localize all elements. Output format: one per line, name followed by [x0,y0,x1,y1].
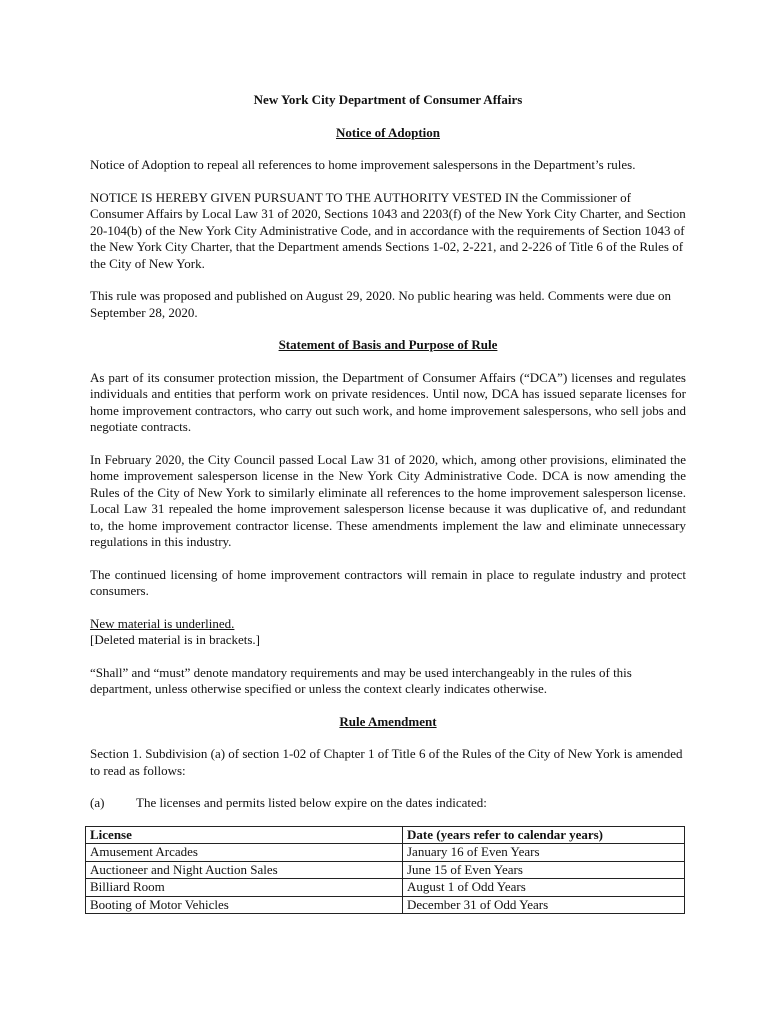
column-header-date: Date (years refer to calendar years) [403,826,685,844]
legend-new-material: New material is underlined. [90,615,235,631]
statement-paragraph-2: In February 2020, the City Council passed Local Law 31 of 2020, which, among other provisions, eliminated the home improvement salesperson license in the New York City Administrative Code. DCA is now amending the Rules of the City of New York to similarly eliminate all references to the home improvement salesperson license. Local Law 31 repealed the home improvement salesperson license because it was duplicative of, and redundant to, the home improvement contractor license. These amendments implement the law and eliminate unnecessary regulations in this industry. [90,451,686,549]
table-header-row [86,826,685,844]
statement-paragraph-3: The continued licensing of home improvement contractors will remain in place to regulate industry and protect consumers. [90,566,686,598]
rule-amendment-heading: Rule Amendment [339,713,437,729]
legend [90,616,686,649]
license-cell: Amusement Arcades [86,844,403,862]
section-1-paragraph: Section 1. Subdivision (a) of section 1-02 of Chapter 1 of Title 6 of the Rules of the City of New York is amended to read as follows: [90,746,683,778]
agency-title: New York City Department of Consumer Affairs [253,92,523,107]
license-cell: Booting of Motor Vehicles [86,896,403,914]
table-row [86,879,685,897]
notice-title: Notice of Adoption [336,124,440,140]
license-cell: Auctioneer and Night Auction Sales [86,861,403,879]
table-row [86,896,685,914]
subdivision-text: The licenses and permits listed below expire on the dates indicated: [136,795,487,810]
intro-paragraph: Notice of Adoption to repeal all references to home improvement salespersons in the Department’s rules. [90,157,636,172]
date-cell: June 15 of Even Years [403,861,685,879]
document-page [90,92,686,914]
date-cell: August 1 of Odd Years [403,879,685,897]
license-table [85,826,685,915]
shall-must-paragraph: “Shall” and “must” denote mandatory requirements and may be used interchangeably in the rules of this department, unless otherwise specified or unless the context clearly indicates otherwise. [90,664,632,696]
column-header-license: License [86,826,403,844]
subdivision-a [90,795,686,812]
table-row [86,861,685,879]
subdivision-label: (a) [90,795,105,810]
notice-paragraph: NOTICE IS HEREBY GIVEN PURSUANT TO THE AUTHORITY VESTED IN the Commissioner of Consumer Affairs by Local Law 31 of 2020, Sections 1043 and 2203(f) of the New York City Charter, and Section 20-104(b) of the New York City Administrative Code, and in accordance with the requirements of Section 1043 of the New York City Charter, that the Department amends Sections 1-02, 2-221, and 2-226 of Title 6 of the Rules of the City of New York. [90,189,686,271]
date-cell: December 31 of Odd Years [403,896,685,914]
proposal-paragraph: This rule was proposed and published on August 29, 2020. No public hearing was held. Comments were due on September 28, 2020. [90,288,671,320]
statement-paragraph-1: As part of its consumer protection mission, the Department of Consumer Affairs (“DCA”) licenses and regulates individuals and entities that perform work on private residences. Until now, DCA has issued separate licenses for home improvement contractors, who carry out such work, and home improvement salespersons, who sell jobs and negotiate contracts. [90,369,686,434]
license-cell: Billiard Room [86,879,403,897]
statement-heading: Statement of Basis and Purpose of Rule [278,337,498,352]
date-cell: January 16 of Even Years [403,844,685,862]
legend-deleted-material: [Deleted material is in brackets.] [90,632,261,647]
table-row [86,844,685,862]
